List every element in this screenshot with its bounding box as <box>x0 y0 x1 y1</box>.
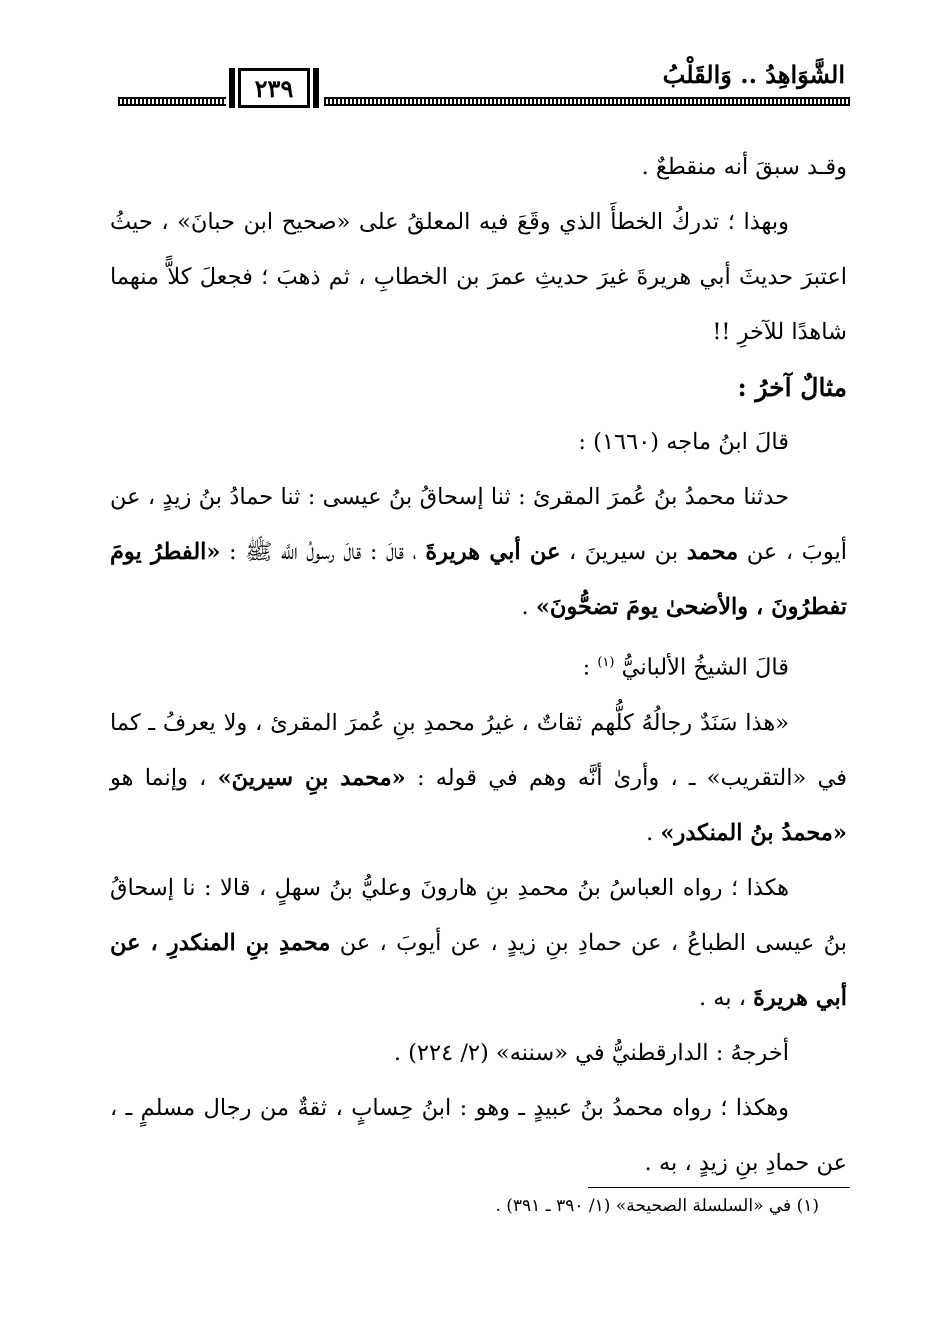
quote-paragraph <box>110 696 847 861</box>
text-run: ، وإنما هو <box>110 764 218 791</box>
footnote: (١) في «السلسلة الصحيحة» (١/ ٣٩٠ ـ ٣٩١) . <box>495 1196 819 1216</box>
paragraph: وهكذا ؛ رواه محمدُ بنُ عبيدٍ ـ وهو : ابنُ حِسابٍ ، ثقةٌ من رجال مسلمٍ ـ ، عن حمادِ بنِ زيدٍ ، به . <box>110 1094 847 1176</box>
text-run: «هذا سَنَدٌ رجالُهُ كلُّهم ثقاتٌ ، غيرُ محمدِ بنِ عُمرَ المقرئ ، ولا يعرفُ ـ كما في «التقريب» ـ ، وأرىٰ أنَّه وهم في قوله : <box>110 709 847 791</box>
text-run: : <box>582 654 598 681</box>
header-rule-left <box>118 97 226 106</box>
hadith-paragraph <box>110 470 847 635</box>
running-title: الشَّوَاهِدُ .. وَالقَلْبُ <box>662 60 845 89</box>
bold-run: محمد <box>686 539 739 565</box>
text-run: حدثنا محمدُ بنُ عُمرَ المقرئ : ثنا إسحاقُ بنُ عيسى : ثنا حمادُ بنُ زيدٍ ، عن أيوبَ ، عن <box>110 484 847 565</box>
hadith-text: «الفطرُ يومَ تفطرُونَ ، والأضحىٰ يومَ تضحُّونَ» <box>110 539 847 620</box>
section-heading: مثالٌ آخرُ : <box>737 373 847 402</box>
paragraph: أخرجهُ : الدارقطنيُّ في «سننه» (٢/ ٢٢٤) . <box>393 1039 789 1066</box>
paragraph: قالَ ابنُ ماجه (١٦٦٠) : <box>578 429 789 455</box>
footnote-rule <box>588 1187 850 1188</box>
text-run: . <box>646 819 661 846</box>
text-run: هكذا ؛ رواه العباسُ بنُ محمدِ بنِ هارونَ وعليُّ بنُ سهلٍ ، قالا : نا إسحاقُ بنُ عيسى الطباعُ ، عن حمادِ بنِ زيدٍ ، عن أيوبَ ، عن <box>110 874 847 956</box>
bold-run: «محمدُ بنُ المنكدر» <box>660 819 847 846</box>
footnote-ref: (١) <box>597 655 615 670</box>
text-run: ، قالَ : قالَ رسولُ اللَّه ﷺ : <box>220 539 426 565</box>
page-number: ٢٣٩ <box>238 68 310 108</box>
text-run: قالَ الشيخُ الألبانيُّ <box>621 654 789 681</box>
bold-run: عن أبي هريرةَ <box>425 539 561 565</box>
page-body <box>110 140 847 1191</box>
bold-run: محمدِ بنِ المنكدرِ ، عن أبي هريرةَ <box>110 929 847 1011</box>
text-run: ، به . <box>698 984 754 1011</box>
paragraph: وقـد سبقَ أنه منقطعٌ . <box>641 154 847 180</box>
paragraph: وبهذا ؛ تدركُ الخطأَ الذي وقَعَ فيه المعلقُ على «صحيح ابن حبانَ» ، حيثُ اعتبرَ حديثَ أبي هريرةَ غيرَ حديثِ عمرَ بن الخطابِ ، ثم ذهبَ ؛ فجعلَ كلاًّ منهما شاهدًا للآخرِ !! <box>110 209 847 345</box>
paragraph <box>110 861 847 1026</box>
bold-run: «محمد بنِ سيرينَ» <box>217 764 406 791</box>
paragraph <box>110 635 847 696</box>
header-rule-right <box>324 97 850 106</box>
text-run: بن سيرينَ ، <box>560 539 687 565</box>
text-run: . <box>521 594 536 620</box>
